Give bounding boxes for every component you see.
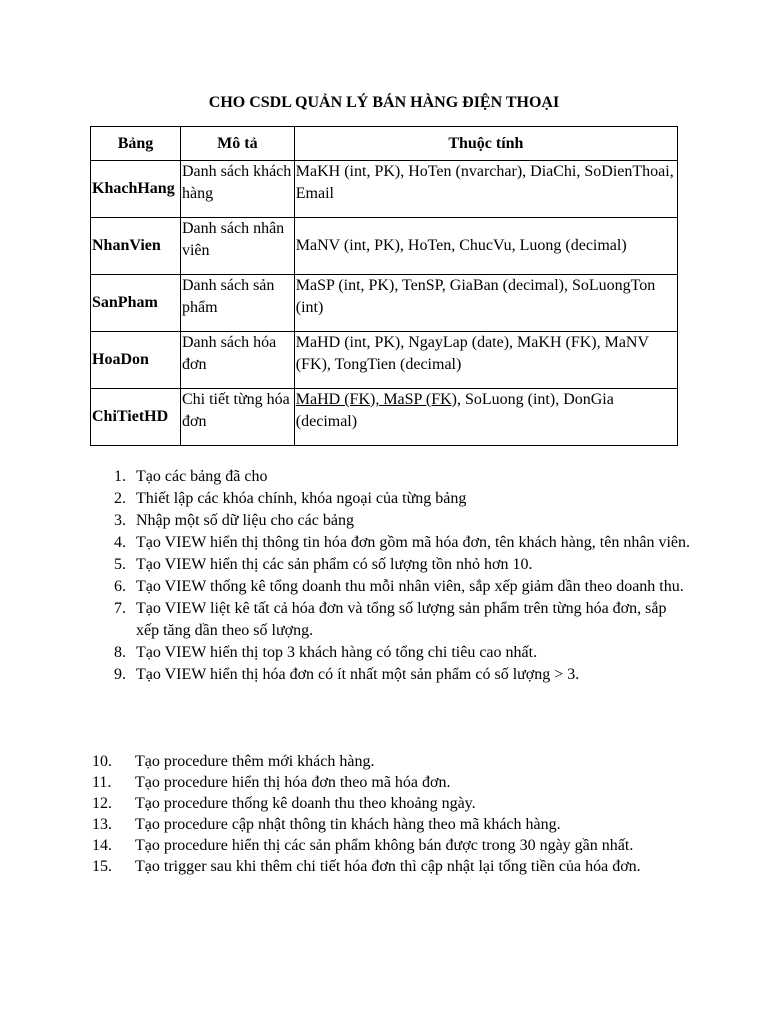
list-item-text: Tạo procedure thêm mới khách hàng.	[135, 753, 375, 770]
task-list-procedures	[92, 751, 692, 877]
list-item-text: Tạo procedure thống kê doanh thu theo khoảng ngày.	[135, 795, 476, 812]
schema-table	[90, 126, 678, 446]
list-item-text: Tạo VIEW thống kê tổng doanh thu mỗi nhân viên, sắp xếp giảm dần theo doanh thu.	[136, 578, 684, 595]
list-item-number: 14.	[92, 837, 112, 854]
key-attributes: MaHD (FK), MaSP (FK),	[295, 391, 461, 408]
list-item-text: Tạo procedure hiển thị các sản phẩm không bán được trong 30 ngày gần nhất.	[135, 837, 634, 854]
attributes-cell	[294, 218, 677, 275]
table-name-cell: KhachHang	[91, 161, 181, 218]
list-item-number: 4.	[114, 534, 126, 551]
list-item-text: Tạo các bảng đã cho	[136, 468, 268, 485]
description-cell: Danh sách sản phẩm	[180, 275, 294, 332]
list-item-number: 13.	[92, 816, 112, 833]
attributes-text: MaSP (int, PK), TenSP, GiaBan (decimal), SoLuongTon (int)	[295, 277, 656, 316]
list-item-text: Thiết lập các khóa chính, khóa ngoại của từng bảng	[136, 490, 467, 507]
list-item	[92, 488, 692, 510]
list-item	[92, 856, 692, 877]
table-row	[91, 275, 678, 332]
list-item	[92, 554, 692, 576]
list-item	[92, 576, 692, 598]
list-item-text: Nhập một số dữ liệu cho các bảng	[136, 512, 354, 529]
list-item	[92, 772, 692, 793]
list-item	[92, 835, 692, 856]
list-item-number: 3.	[114, 512, 126, 529]
description-cell: Chi tiết từng hóa đơn	[180, 389, 294, 446]
list-item-number: 8.	[114, 644, 126, 661]
table-row	[91, 218, 678, 275]
list-item-number: 15.	[92, 858, 112, 875]
list-item-text: Tạo VIEW liệt kê tất cả hóa đơn và tổng số lượng sản phẩm trên từng hóa đơn, sắp xếp tăng dần theo số lượng.	[136, 600, 667, 639]
table-row	[91, 332, 678, 389]
description-cell: Danh sách khách hàng	[180, 161, 294, 218]
list-item-text: Tạo procedure hiển thị hóa đơn theo mã hóa đơn.	[135, 774, 451, 791]
list-item-text: Tạo trigger sau khi thêm chi tiết hóa đơn thì cập nhật lại tổng tiền của hóa đơn.	[135, 858, 641, 875]
list-item-number: 6.	[114, 578, 126, 595]
list-item-number: 12.	[92, 795, 112, 812]
list-item-number: 1.	[114, 468, 126, 485]
table-row	[91, 389, 678, 446]
attributes-text: MaKH (int, PK), HoTen (nvarchar), DiaChi, SoDienThoai, Email	[295, 163, 674, 202]
attributes-cell	[294, 389, 677, 446]
list-item-text: Tạo procedure cập nhật thông tin khách hàng theo mã khách hàng.	[135, 816, 561, 833]
list-item-number: 2.	[114, 490, 126, 507]
list-item-text: Tạo VIEW hiển thị các sản phẩm có số lượng tồn nhỏ hơn 10.	[136, 556, 533, 573]
list-item	[92, 642, 692, 664]
header-attributes: Thuộc tính	[294, 127, 677, 161]
list-item	[92, 532, 692, 554]
list-item-text: Tạo VIEW hiển thị thông tin hóa đơn gồm mã hóa đơn, tên khách hàng, tên nhân viên.	[136, 534, 690, 551]
list-item-number: 10.	[92, 753, 112, 770]
list-item	[92, 793, 692, 814]
table-name-cell: SanPham	[91, 275, 181, 332]
list-item	[92, 751, 692, 772]
attributes-cell	[294, 161, 677, 218]
attributes-cell	[294, 275, 677, 332]
description-cell: Danh sách nhân viên	[180, 218, 294, 275]
table-name-cell: HoaDon	[91, 332, 181, 389]
list-item	[92, 510, 692, 532]
list-item-text: Tạo VIEW hiển thị hóa đơn có ít nhất một sản phẩm có số lượng > 3.	[136, 666, 580, 683]
header-description: Mô tả	[180, 127, 294, 161]
list-item	[92, 598, 692, 642]
table-name-cell: ChiTietHD	[91, 389, 181, 446]
table-header-row	[91, 127, 678, 161]
header-table-name: Bảng	[91, 127, 181, 161]
list-item	[92, 814, 692, 835]
list-item	[92, 466, 692, 488]
attributes-cell	[294, 332, 677, 389]
list-item-number: 11.	[92, 774, 112, 791]
table-row	[91, 161, 678, 218]
attributes-text: MaHD (int, PK), NgayLap (date), MaKH (FK), MaNV (FK), TongTien (decimal)	[295, 334, 649, 373]
list-item-number: 7.	[114, 600, 126, 617]
attributes-text: MaNV (int, PK), HoTen, ChucVu, Luong (decimal)	[295, 237, 627, 254]
list-item-text: Tạo VIEW hiển thị top 3 khách hàng có tổng chi tiêu cao nhất.	[136, 644, 538, 661]
list-item-number: 9.	[114, 666, 126, 683]
attributes-text: SoLuong (int), DonGia (decimal)	[295, 391, 614, 430]
page-title: CHO CSDL QUẢN LÝ BÁN HÀNG ĐIỆN THOẠI	[208, 94, 560, 111]
list-item	[92, 664, 692, 686]
table-name-cell: NhanVien	[91, 218, 181, 275]
list-item-number: 5.	[114, 556, 126, 573]
task-list-views	[92, 466, 692, 686]
description-cell: Danh sách hóa đơn	[180, 332, 294, 389]
